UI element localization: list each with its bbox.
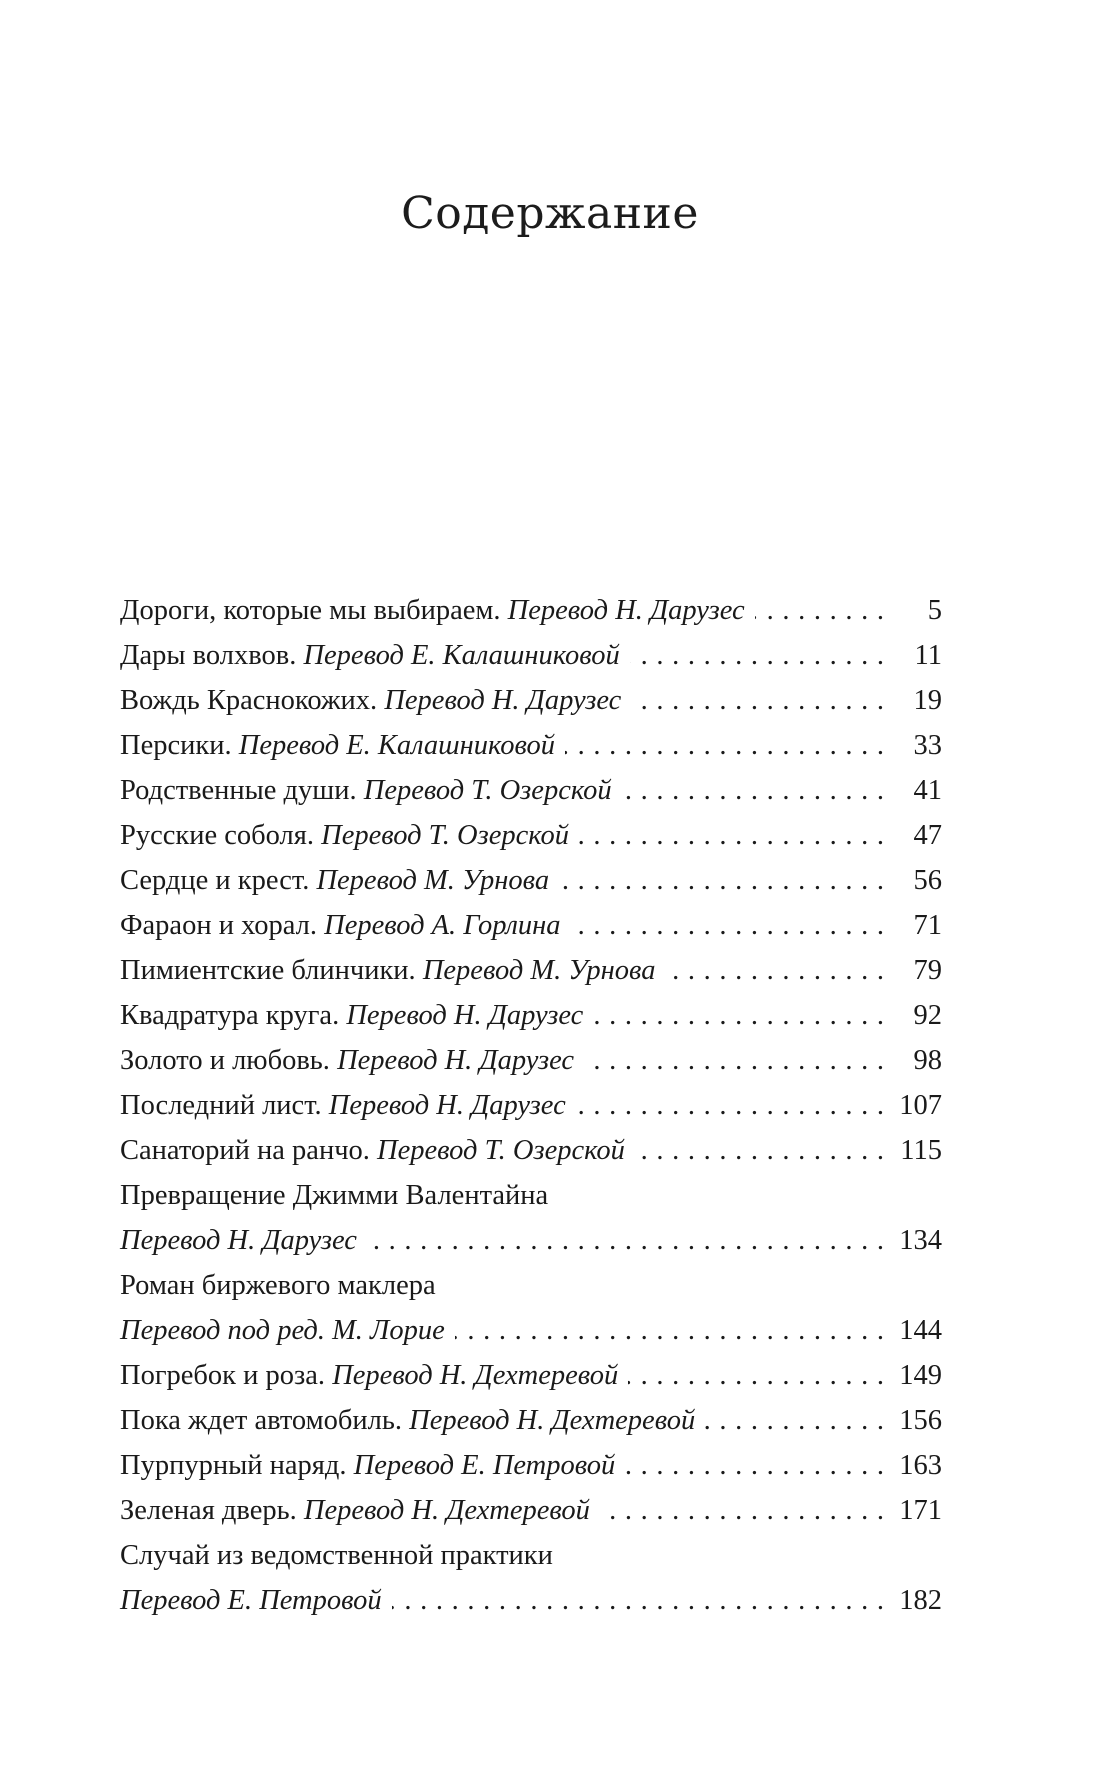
toc-line xyxy=(120,1308,942,1353)
story-title: Сердце и крест. xyxy=(120,865,310,896)
page-number: 156 xyxy=(899,1405,942,1436)
page-number: 5 xyxy=(927,595,942,626)
toc-line xyxy=(120,1533,942,1578)
page-number: 41 xyxy=(913,775,942,806)
dot-leader xyxy=(565,723,884,768)
translator: Перевод Н. Дарузес xyxy=(337,1045,575,1076)
dot-leader xyxy=(705,1398,884,1443)
dot-leader xyxy=(630,633,884,678)
story-title: Дары волхвов. xyxy=(120,640,297,671)
dot-leader xyxy=(392,1578,884,1623)
toc-entry[interactable] xyxy=(120,1038,942,1083)
story-title: Фараон и хорал. xyxy=(120,910,317,941)
toc-line xyxy=(120,1578,942,1623)
page-number: 47 xyxy=(913,820,942,851)
toc-entry[interactable] xyxy=(120,993,942,1038)
page-number: 11 xyxy=(914,640,942,671)
page-number: 149 xyxy=(899,1360,942,1391)
toc-entry[interactable] xyxy=(120,678,942,723)
translator: Перевод Н. Дарузес xyxy=(346,1000,584,1031)
story-title: Персики. xyxy=(120,730,232,761)
toc-entry[interactable] xyxy=(120,1443,942,1488)
page-number: 115 xyxy=(900,1135,942,1166)
toc-entry[interactable] xyxy=(120,858,942,903)
translator: Перевод Е. Петровой xyxy=(353,1450,616,1481)
story-title: Последний лист. xyxy=(120,1090,322,1121)
dot-leader xyxy=(600,1488,884,1533)
translator: Перевод Н. Дарузес xyxy=(328,1090,566,1121)
toc-line xyxy=(120,1443,942,1488)
toc-entry[interactable] xyxy=(120,723,942,768)
translator: Перевод М. Урнова xyxy=(422,955,656,986)
dot-leader xyxy=(635,1128,884,1173)
dot-leader xyxy=(622,768,884,813)
translator: Перевод Е. Калашниковой xyxy=(238,730,556,761)
toc-entry[interactable] xyxy=(120,1353,942,1398)
story-title: Пимиентские блинчики. xyxy=(120,955,416,986)
toc-line xyxy=(120,723,942,768)
toc-line xyxy=(120,993,942,1038)
translator: Перевод Н. Дехтеревой xyxy=(332,1360,619,1391)
dot-leader xyxy=(571,903,884,948)
toc-entry[interactable] xyxy=(120,588,942,633)
toc-line xyxy=(120,1353,942,1398)
story-title: Зеленая дверь. xyxy=(120,1495,297,1526)
toc-line xyxy=(120,1398,942,1443)
page-title: Содержание xyxy=(401,188,699,239)
page-number: 79 xyxy=(913,955,942,986)
translator: Перевод Е. Калашниковой xyxy=(303,640,620,671)
story-title: Дороги, которые мы выбираем. xyxy=(120,595,501,626)
page-number: 107 xyxy=(899,1090,942,1121)
translator: Перевод Т. Озерской xyxy=(377,1135,625,1166)
page-number: 92 xyxy=(913,1000,942,1031)
toc-line xyxy=(120,948,942,993)
toc-entry[interactable] xyxy=(120,1173,942,1263)
story-title: Пурпурный наряд. xyxy=(120,1450,347,1481)
story-title: Квадратура круга. xyxy=(120,1000,340,1031)
toc-line xyxy=(120,588,942,633)
toc-entry[interactable] xyxy=(120,1263,942,1353)
translator: Перевод Н. Дехтеревой xyxy=(409,1405,696,1436)
page-number: 56 xyxy=(913,865,942,896)
toc-line xyxy=(120,678,942,723)
toc-entry[interactable] xyxy=(120,1398,942,1443)
toc-entry[interactable] xyxy=(120,903,942,948)
translator: Перевод М. Урнова xyxy=(316,865,550,896)
page-number: 171 xyxy=(899,1495,942,1526)
page-number: 71 xyxy=(913,910,942,941)
translator: Перевод Н. Дарузес xyxy=(507,595,745,626)
toc-line xyxy=(120,1488,942,1533)
page-number: 33 xyxy=(913,730,942,761)
translator: Перевод Н. Дарузес xyxy=(384,685,622,716)
dot-leader xyxy=(455,1308,884,1353)
dot-leader xyxy=(755,588,884,633)
story-title: Случай из ведомственной практики xyxy=(120,1540,553,1571)
toc-line xyxy=(120,1218,942,1263)
page-number: 182 xyxy=(899,1585,942,1616)
dot-leader xyxy=(584,1038,884,1083)
toc-entry[interactable] xyxy=(120,633,942,678)
toc-line xyxy=(120,768,942,813)
toc-entry[interactable] xyxy=(120,813,942,858)
toc-line xyxy=(120,1173,942,1218)
toc-entry[interactable] xyxy=(120,948,942,993)
toc-line xyxy=(120,1263,942,1308)
toc-entry[interactable] xyxy=(120,1083,942,1128)
dot-leader xyxy=(576,1083,884,1128)
page-number: 98 xyxy=(913,1045,942,1076)
translator: Перевод Т. Озерской xyxy=(363,775,612,806)
translator: Перевод А. Горлина xyxy=(324,910,561,941)
page-number: 19 xyxy=(913,685,942,716)
dot-leader xyxy=(593,993,884,1038)
dot-leader xyxy=(628,1353,884,1398)
story-title: Золото и любовь. xyxy=(120,1045,330,1076)
toc-line xyxy=(120,633,942,678)
toc-entry[interactable] xyxy=(120,1128,942,1173)
toc-entry[interactable] xyxy=(120,1488,942,1533)
page-number: 163 xyxy=(899,1450,942,1481)
dot-leader xyxy=(665,948,884,993)
story-title: Погребок и роза. xyxy=(120,1360,326,1391)
toc-line xyxy=(120,813,942,858)
translator: Перевод Н. Дехтеревой xyxy=(303,1495,590,1526)
story-title: Родственные души. xyxy=(120,775,357,806)
story-title: Роман биржевого маклера xyxy=(120,1270,436,1301)
toc-entry[interactable] xyxy=(120,1533,942,1623)
dot-leader xyxy=(367,1218,884,1263)
toc-line xyxy=(120,858,942,903)
page-number: 134 xyxy=(899,1225,942,1256)
translator: Перевод Е. Петровой xyxy=(120,1585,382,1616)
story-title: Превращение Джимми Валентайна xyxy=(120,1180,549,1211)
translator: Перевод Т. Озерской xyxy=(321,820,569,851)
story-title: Вождь Краснокожих. xyxy=(120,685,378,716)
story-title: Пока ждет автомобиль. xyxy=(120,1405,403,1436)
story-title: Санаторий на ранчо. xyxy=(120,1135,370,1166)
dot-leader xyxy=(559,858,884,903)
translator: Перевод под ред. М. Лорие xyxy=(120,1315,445,1346)
toc-line xyxy=(120,903,942,948)
dot-leader xyxy=(579,813,884,858)
toc-line xyxy=(120,1038,942,1083)
toc-line xyxy=(120,1083,942,1128)
table-of-contents xyxy=(120,588,942,1623)
dot-leader xyxy=(625,1443,884,1488)
toc-line xyxy=(120,1128,942,1173)
story-title: Русские соболя. xyxy=(120,820,315,851)
toc-entry[interactable] xyxy=(120,768,942,813)
dot-leader xyxy=(631,678,884,723)
page-number: 144 xyxy=(899,1315,942,1346)
translator: Перевод Н. Дарузес xyxy=(120,1225,357,1256)
